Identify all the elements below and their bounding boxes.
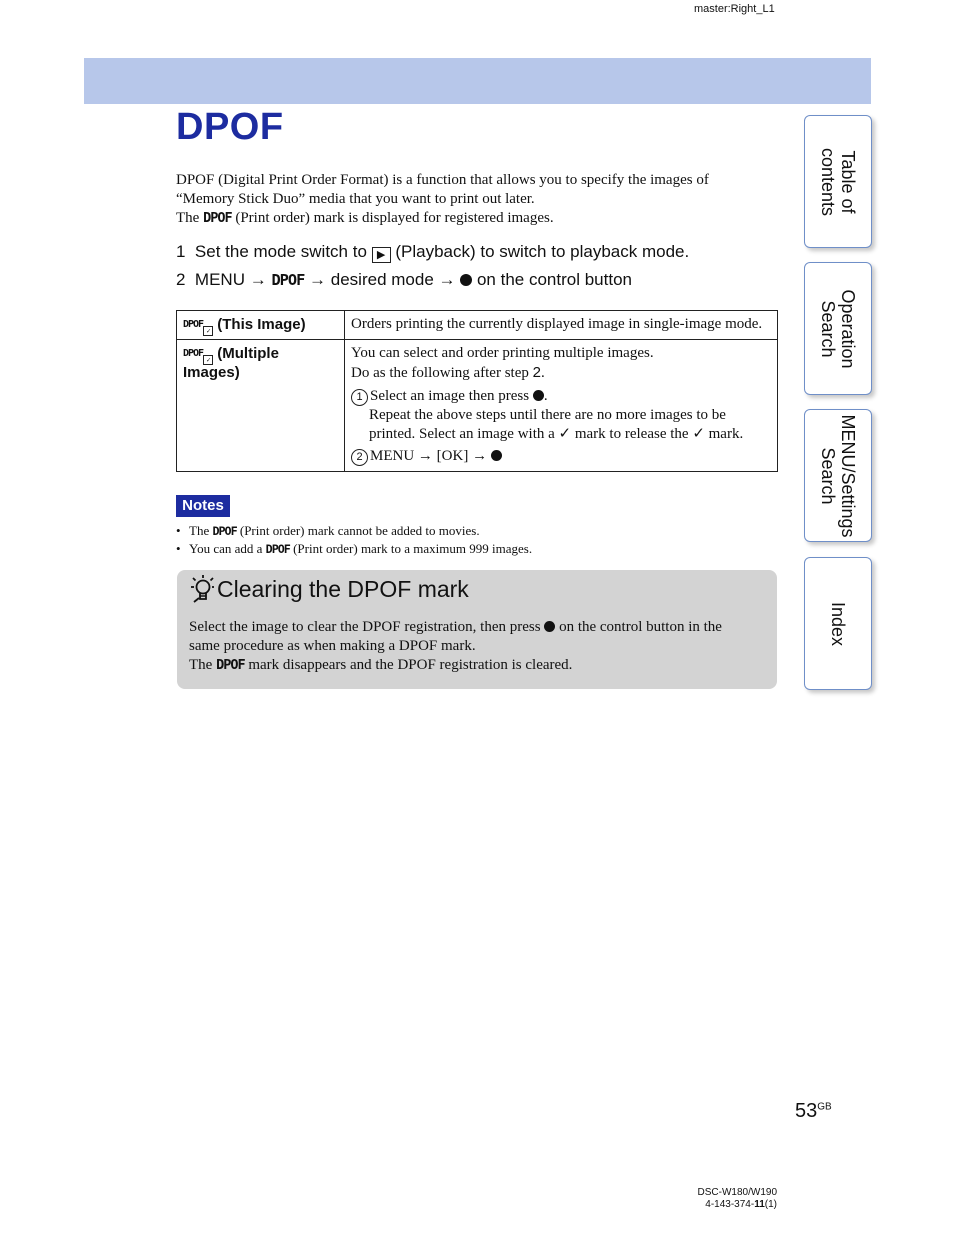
check-mark-icon: ✓: [692, 426, 705, 442]
arrow-icon: →: [309, 270, 327, 289]
circled-number-2: 2: [351, 449, 368, 466]
mode-table: [176, 310, 778, 472]
hint-text: Select the image to clear the DPOF registration, then press on the control button in the same procedure as when making a DPOF mark. The DPOF mark disappears and the DPOF registration is cleared.: [189, 619, 722, 673]
arrow-icon: →: [438, 270, 456, 289]
circled-number-1: 1: [351, 389, 368, 406]
dpof-this-image-icon: DPOF ✓: [183, 320, 213, 330]
notes-label: Notes: [176, 495, 230, 517]
table-row: [177, 340, 778, 472]
arrow-icon: →: [249, 270, 267, 289]
tab-index[interactable]: [804, 557, 872, 690]
tab-menu-settings-search[interactable]: [804, 409, 872, 542]
tab-label: Table of contents: [818, 147, 858, 216]
footer-model-code: DSC-W180/W190 4-143-374-11(1): [697, 1187, 777, 1210]
intro-line-3: The DPOF (Print order) mark is displayed for registered images.: [176, 210, 554, 226]
tab-label: Operation Search: [818, 288, 858, 369]
dpof-mark-icon: DPOF: [203, 210, 232, 226]
tab-operation-search[interactable]: [804, 262, 872, 395]
arrow-icon: →: [417, 448, 433, 464]
playback-icon: ▶: [372, 247, 391, 263]
lightbulb-hint-icon: [190, 574, 214, 604]
hint-title: Clearing the DPOF mark: [217, 576, 469, 602]
intro-line-2: “Memory Stick Duo” media that you want to print out later.: [176, 191, 535, 207]
center-button-icon: [544, 621, 555, 632]
note-item: • You can add a DPOF (Print order) mark to a maximum 999 images.: [176, 540, 532, 558]
check-mark-icon: ✓: [558, 426, 572, 442]
mode-desc-cell: Orders printing the currently displayed image in single-image mode.: [345, 311, 778, 340]
header-banner: [84, 58, 871, 104]
notes-list: [176, 522, 532, 558]
center-button-icon: [460, 274, 472, 286]
tab-label: Index: [828, 601, 848, 646]
tab-table-of-contents[interactable]: [804, 115, 872, 248]
center-button-icon: [491, 450, 502, 461]
tab-label: MENU/Settings Search: [818, 413, 858, 538]
dpof-multiple-images-icon: DPOF ✓: [183, 349, 213, 359]
dpof-mark-icon: DPOF: [216, 657, 245, 673]
mode-label-cell: DPOF ✓ (This Image): [177, 311, 345, 340]
intro-paragraph: [176, 171, 766, 228]
mode-label-cell: DPOF ✓ (Multiple Images): [177, 340, 345, 472]
dpof-mark-icon: DPOF: [265, 542, 290, 556]
arrow-icon: →: [472, 448, 488, 464]
page-title: DPOF: [176, 106, 284, 148]
dpof-mark-icon: DPOF: [271, 271, 305, 289]
dpof-mark-icon: DPOF: [212, 524, 237, 538]
mode-desc-cell: You can select and order printing multiple images. Do as the following after step 2. 1 Select an image then press . Repeat the above steps until there are no more images to be printed. Select an image with a ✓ mark to release the ✓ mark. 2 MENU → [OK] →: [345, 340, 778, 472]
intro-line-1: DPOF (Digital Print Order Format) is a function that allows you to specify the images of: [176, 172, 709, 188]
table-row: [177, 311, 778, 340]
page-number: $53^{GB}$: [795, 1100, 832, 1122]
step-2: 2 MENU → DPOF → desired mode → on the control button: [176, 270, 632, 289]
master-label: master:Right_L1: [694, 3, 775, 15]
center-button-icon: [533, 390, 544, 401]
note-item: • The DPOF (Print order) mark cannot be added to movies.: [176, 522, 532, 540]
step-1: 1 Set the mode switch to ▶ (Playback) to switch to playback mode.: [176, 242, 690, 261]
